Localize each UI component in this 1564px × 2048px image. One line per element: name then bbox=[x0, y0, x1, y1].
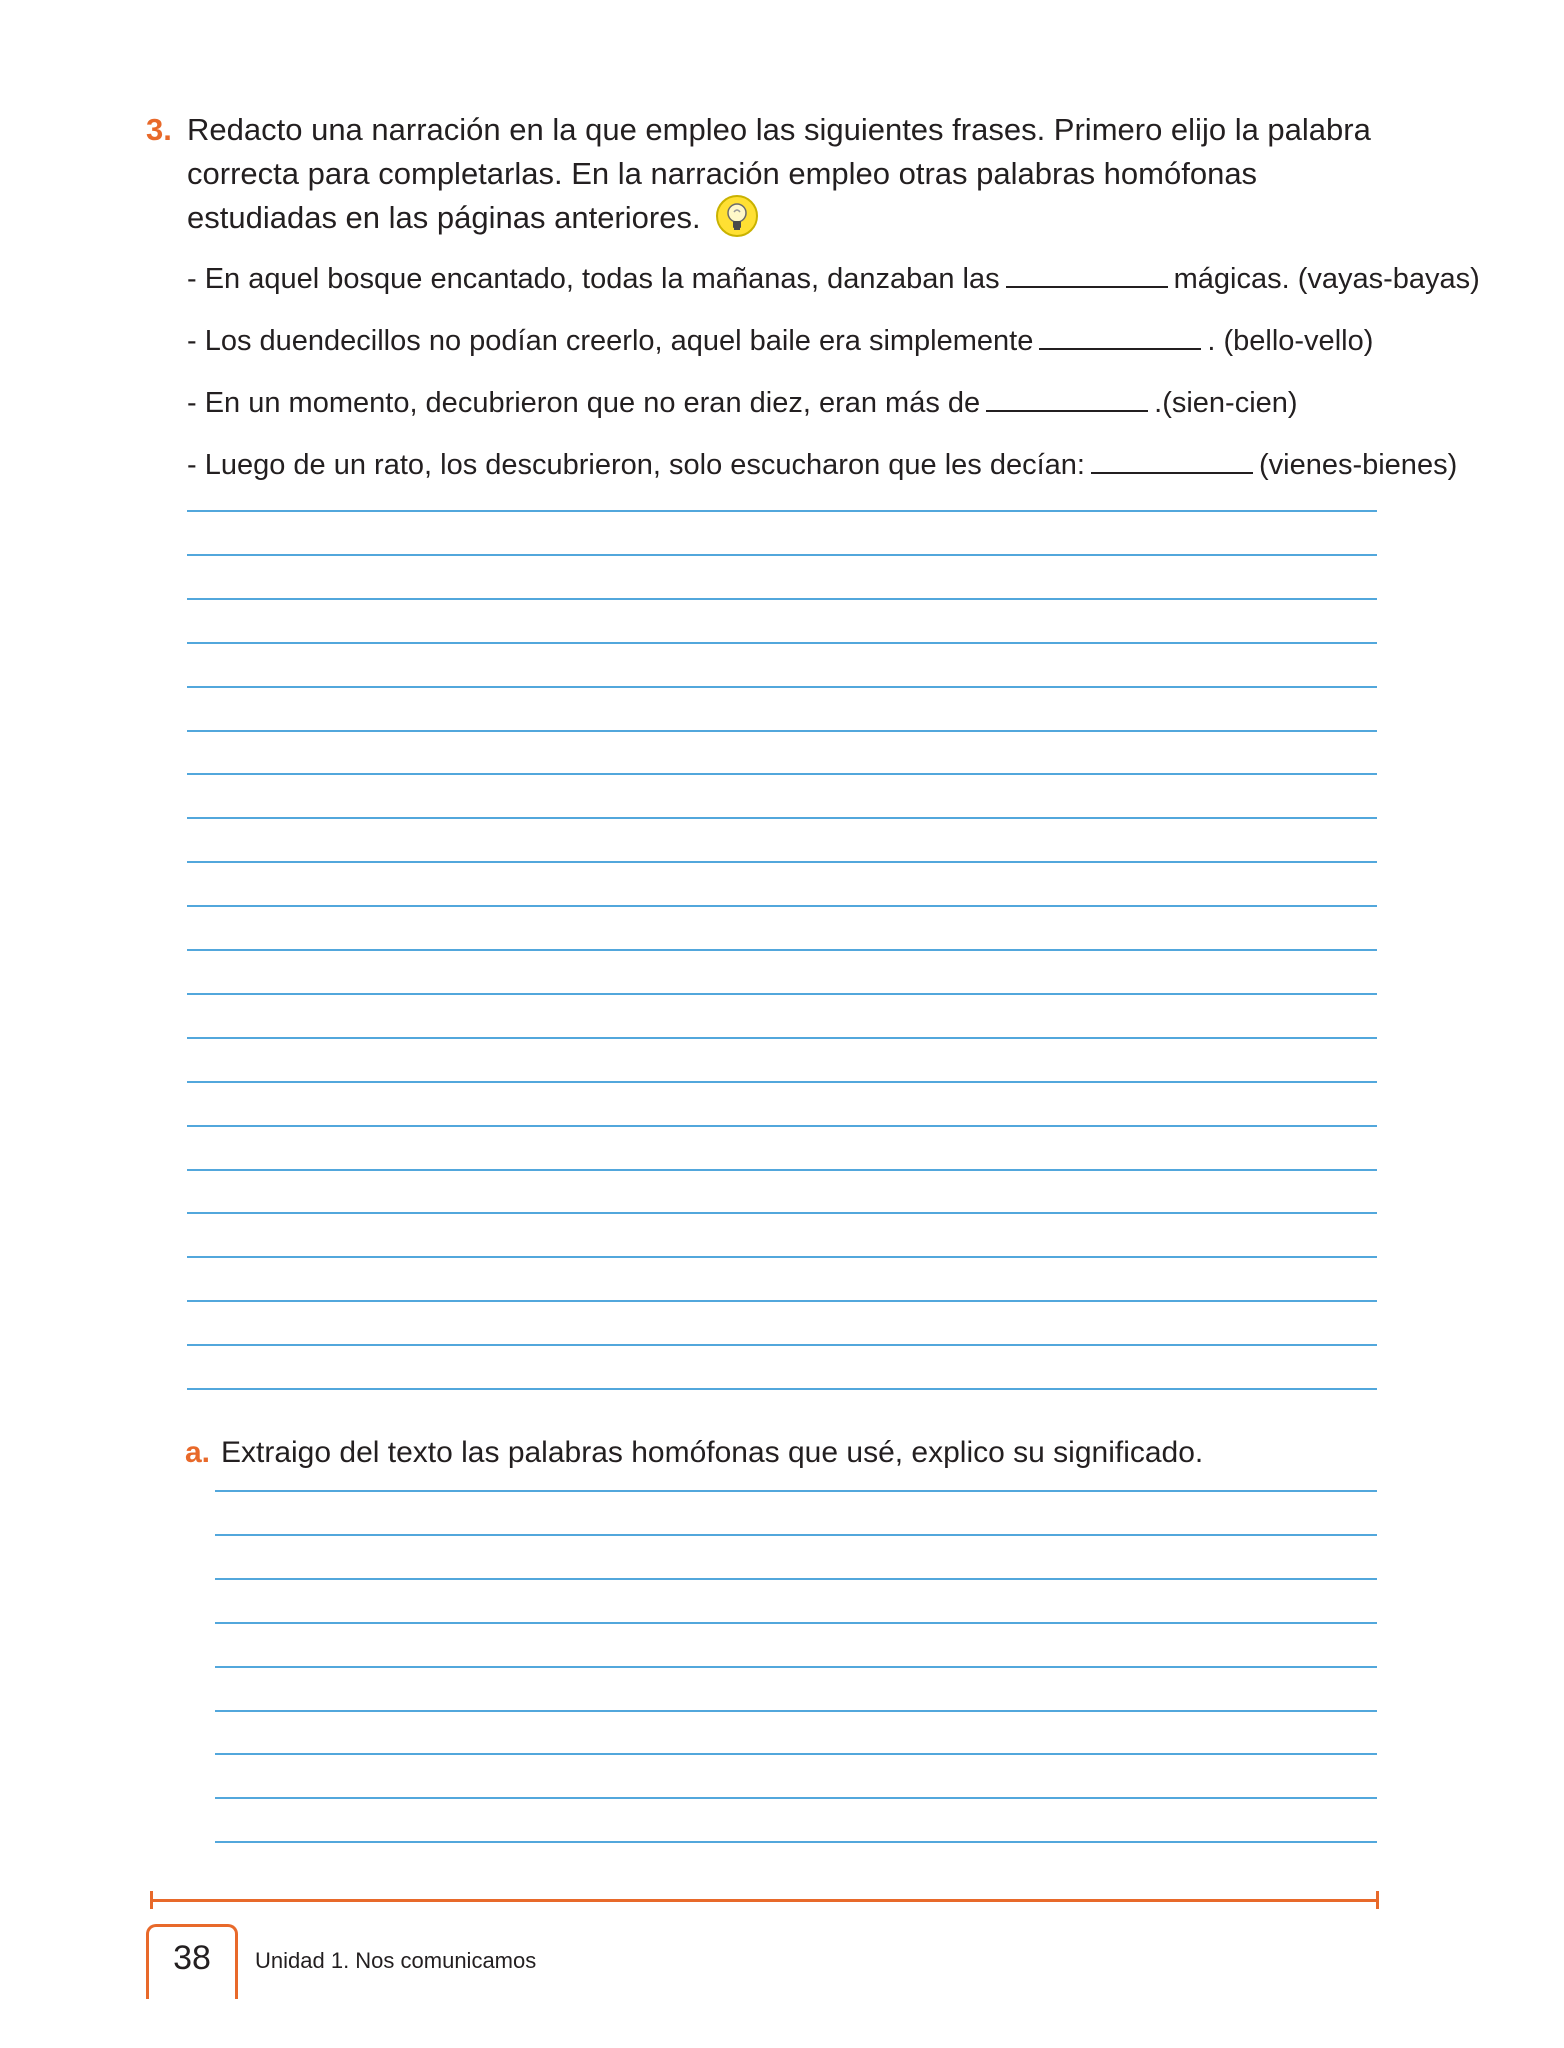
writing-line[interactable] bbox=[187, 773, 1377, 775]
writing-line[interactable] bbox=[215, 1841, 1377, 1843]
sentence-text: - En aquel bosque encantado, todas la mañanas, danzaban las bbox=[187, 263, 1000, 295]
sentence-options: (vienes-bienes) bbox=[1258, 449, 1458, 481]
writing-line[interactable] bbox=[215, 1622, 1377, 1624]
task-instructions bbox=[187, 108, 1387, 242]
writing-line[interactable] bbox=[187, 1169, 1377, 1171]
answer-blank[interactable] bbox=[986, 382, 1148, 412]
sentence-options: mágicas. (vayas-bayas) bbox=[1173, 263, 1480, 295]
sentence-options: .(sien-cien) bbox=[1154, 387, 1298, 419]
writing-line[interactable] bbox=[187, 686, 1377, 688]
writing-line[interactable] bbox=[215, 1666, 1377, 1668]
unit-label: Unidad 1. Nos comunicamos bbox=[255, 1948, 537, 1973]
writing-line[interactable] bbox=[187, 993, 1377, 995]
writing-line[interactable] bbox=[187, 1256, 1377, 1258]
writing-line[interactable] bbox=[187, 510, 1377, 512]
writing-line[interactable] bbox=[215, 1710, 1377, 1712]
subtask-instructions: Extraigo del texto las palabras homófonas que usé, explico su significado. bbox=[221, 1436, 1204, 1469]
writing-line[interactable] bbox=[187, 1037, 1377, 1039]
answer-blank[interactable] bbox=[1091, 444, 1253, 474]
task-number: 3. bbox=[146, 112, 172, 147]
sentence-options: . (bello-vello) bbox=[1207, 325, 1374, 357]
answer-blank[interactable] bbox=[1006, 258, 1168, 288]
sentence-2 bbox=[187, 320, 1373, 361]
writing-line[interactable] bbox=[215, 1753, 1377, 1755]
sentence-text: - Luego de un rato, los descubrieron, solo escucharon que les decían: bbox=[187, 449, 1085, 481]
writing-line[interactable] bbox=[187, 1388, 1377, 1390]
task-instructions-text: Redacto una narración en la que empleo las siguientes frases. Primero elijo la palabra correcta para completarlas. En la narración empleo otras palabras homófonas estudiadas en las páginas anteriores. bbox=[187, 112, 1371, 235]
answer-blank[interactable] bbox=[1039, 320, 1201, 350]
footer-rule bbox=[150, 1899, 1378, 1902]
writing-line[interactable] bbox=[187, 642, 1377, 644]
sentence-text: - Los duendecillos no podían creerlo, aquel baile era simplemente bbox=[187, 325, 1034, 357]
writing-line[interactable] bbox=[187, 949, 1377, 951]
page-number: 38 bbox=[173, 1939, 211, 1977]
sentence-3 bbox=[187, 382, 1298, 423]
writing-line[interactable] bbox=[215, 1534, 1377, 1536]
writing-line[interactable] bbox=[187, 1212, 1377, 1214]
writing-line[interactable] bbox=[215, 1797, 1377, 1799]
page-number-tab bbox=[146, 1924, 238, 1999]
writing-line[interactable] bbox=[187, 554, 1377, 556]
writing-line[interactable] bbox=[187, 1300, 1377, 1302]
subtask-letter: a. bbox=[185, 1436, 211, 1469]
writing-line[interactable] bbox=[187, 598, 1377, 600]
writing-line[interactable] bbox=[187, 1344, 1377, 1346]
writing-line[interactable] bbox=[215, 1578, 1377, 1580]
writing-line[interactable] bbox=[187, 1125, 1377, 1127]
writing-line[interactable] bbox=[187, 730, 1377, 732]
writing-line[interactable] bbox=[187, 905, 1377, 907]
sentence-text: - En un momento, decubrieron que no eran diez, eran más de bbox=[187, 387, 981, 419]
footer-rule-tick bbox=[1376, 1891, 1379, 1909]
narration-writing-area[interactable] bbox=[187, 510, 1377, 1390]
writing-line[interactable] bbox=[187, 817, 1377, 819]
footer-rule-tick bbox=[150, 1891, 153, 1909]
writing-line[interactable] bbox=[215, 1490, 1377, 1492]
writing-line[interactable] bbox=[187, 861, 1377, 863]
writing-line[interactable] bbox=[187, 1081, 1377, 1083]
subtask-writing-area[interactable] bbox=[215, 1490, 1377, 1850]
lightbulb-icon bbox=[715, 194, 759, 238]
sentence-4 bbox=[187, 444, 1457, 485]
sentence-1 bbox=[187, 258, 1480, 299]
